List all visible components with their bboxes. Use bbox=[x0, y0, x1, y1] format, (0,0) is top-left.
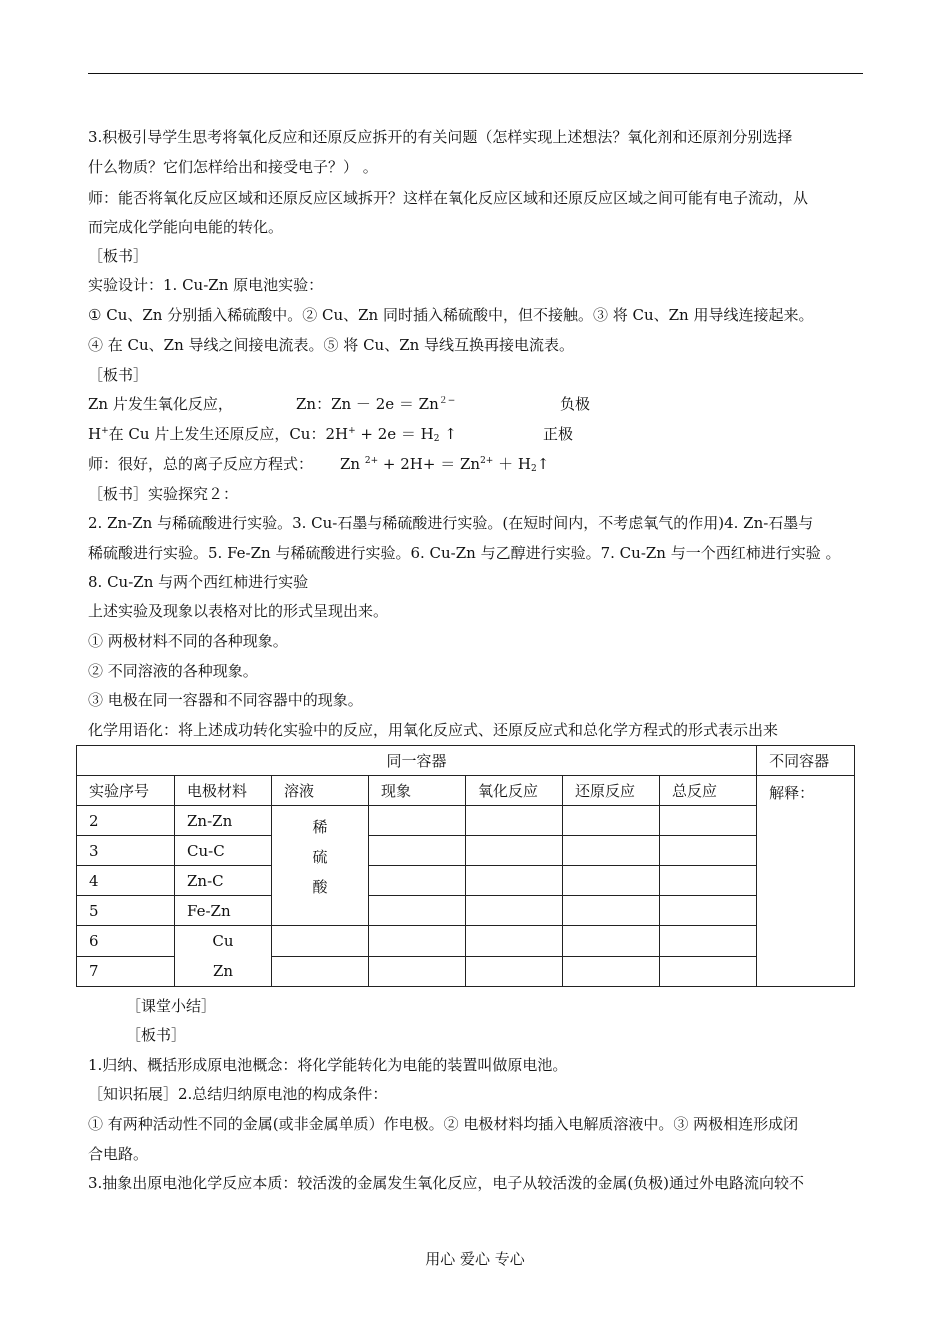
conclusion-3-line1: ① 有两种活动性不同的金属(或非金属单质）作电极。② 电极材料均插入电解质溶液中。③ 两极相连形成闭 bbox=[88, 1115, 799, 1133]
board-note-3: ［板书］实验探究２： bbox=[88, 485, 239, 503]
list-item-2: ② 不同溶液的各种现象。 bbox=[88, 662, 258, 680]
empty-cell bbox=[272, 926, 369, 957]
zn-oxidation-equation: Zn：$Zn - 2e = Zn^{2-}$ bbox=[296, 395, 456, 413]
row-number: 5 bbox=[77, 896, 175, 926]
empty-cell bbox=[466, 956, 563, 987]
empty-cell bbox=[660, 896, 757, 926]
empty-cell bbox=[563, 926, 660, 957]
header-same-container: 同一容器 bbox=[77, 746, 757, 776]
explore-line1: 2. Zn-Zn 与稀硫酸进行实验。3. Cu-石墨与稀硫酸进行实验。(在短时间内，不考虑氧气的作用)4. Zn-石墨与 bbox=[88, 514, 814, 532]
h-reduction-equation: H+在 Cu 片上发生还原反应，Cu：$2H^+ + 2e = H_2$ ↑ bbox=[88, 425, 457, 444]
material-line: Zn bbox=[212, 962, 234, 980]
experiment-design: 实验设计：1. Cu-Zn 原电池实验： bbox=[88, 276, 324, 294]
merged-material-cell bbox=[175, 926, 272, 987]
board-note-2: ［板书］ bbox=[88, 366, 149, 384]
empty-cell bbox=[369, 896, 466, 926]
row-material: Zn-C bbox=[175, 866, 272, 896]
solution-cell bbox=[272, 806, 369, 926]
row-number: 3 bbox=[77, 836, 175, 866]
ionic-equation: Zn $^{2+} + 2H+ = Zn^{2+}$ ＋ $H_2↑$ bbox=[340, 455, 550, 474]
explore-line3: 8. Cu-Zn 与两个西红柿进行实验 bbox=[88, 573, 309, 591]
solution-char: 硫 bbox=[312, 848, 328, 866]
empty-cell bbox=[563, 866, 660, 896]
teacher-question-line1: 师：能否将氧化反应区域和还原反应区域拆开？这样在氧化反应区域和还原反应区域之间可能有电子流动，从 bbox=[88, 189, 809, 207]
board-note-1: ［板书］ bbox=[88, 247, 149, 265]
list-item-3: ③ 电极在同一容器和不同容器中的现象。 bbox=[88, 691, 363, 709]
header-phenomenon: 现象 bbox=[369, 776, 466, 806]
row-material: Cu-C bbox=[175, 836, 272, 866]
explore-line2: 稀硫酸进行实验。5. Fe-Zn 与稀硫酸进行实验。6. Cu-Zn 与乙醇进行实验。7. Cu-Zn 与一个西红柿进行实验 。 bbox=[88, 544, 841, 562]
negative-electrode-label: 负极 bbox=[560, 395, 591, 413]
header-electrode-material: 电极材料 bbox=[175, 776, 272, 806]
solution-char: 稀 bbox=[312, 818, 328, 836]
empty-cell bbox=[466, 866, 563, 896]
empty-cell bbox=[466, 926, 563, 957]
page-footer: 用心 爱心 专心 bbox=[425, 1250, 525, 1268]
class-summary-heading: ［课堂小结］ bbox=[126, 997, 217, 1015]
empty-cell bbox=[466, 896, 563, 926]
row-number: 6 bbox=[77, 926, 175, 957]
row-number: 7 bbox=[77, 956, 175, 987]
empty-cell bbox=[563, 806, 660, 836]
empty-cell bbox=[563, 896, 660, 926]
header-solution: 溶液 bbox=[272, 776, 369, 806]
empty-cell bbox=[563, 956, 660, 987]
header-rule bbox=[88, 73, 863, 74]
material-line: Cu bbox=[212, 932, 234, 950]
steps-line1: ① Cu、Zn 分别插入稀硫酸中。② Cu、Zn 同时插入稀硫酸中，但不接触。③ 将 Cu、Zn 用导线连接起来。 bbox=[88, 306, 814, 324]
zn-oxidation-label: Zn 片发生氧化反应， bbox=[88, 395, 233, 413]
experiment-table bbox=[76, 745, 855, 987]
conclusion-1: 1.归纳、概括形成原电池概念：将化学能转化为电能的装置叫做原电池。 bbox=[88, 1056, 568, 1074]
list-item-1: ① 两极材料不同的各种现象。 bbox=[88, 632, 288, 650]
table-row bbox=[77, 836, 855, 866]
empty-cell bbox=[369, 956, 466, 987]
empty-cell bbox=[660, 956, 757, 987]
header-experiment-number: 实验序号 bbox=[77, 776, 175, 806]
solution-char: 酸 bbox=[312, 878, 328, 896]
header-oxidation: 氧化反应 bbox=[466, 776, 563, 806]
empty-cell bbox=[660, 806, 757, 836]
row-number: 2 bbox=[77, 806, 175, 836]
header-total-reaction: 总反应 bbox=[660, 776, 757, 806]
teacher-question-line2: 而完成化学能向电能的转化。 bbox=[88, 218, 284, 236]
header-reduction: 还原反应 bbox=[563, 776, 660, 806]
empty-cell bbox=[563, 836, 660, 866]
empty-cell bbox=[369, 836, 466, 866]
table-row bbox=[77, 806, 855, 836]
chemical-language-text: 化学用语化：将上述成功转化实验中的反应，用氧化反应式、还原反应式和总化学方程式的形式表示出来 bbox=[88, 721, 779, 739]
empty-cell bbox=[660, 866, 757, 896]
empty-cell bbox=[466, 806, 563, 836]
empty-cell bbox=[272, 956, 369, 987]
conclusion-3-line2: 合电路。 bbox=[88, 1145, 149, 1163]
empty-cell bbox=[369, 806, 466, 836]
empty-cell bbox=[466, 836, 563, 866]
positive-electrode-label: 正极 bbox=[543, 425, 574, 443]
paragraph-3-line1: 3.积极引导学生思考将氧化反应和还原反应拆开的有关问题（怎样实现上述想法？氧化剂和还原剂分别选择 bbox=[88, 128, 793, 146]
empty-cell bbox=[660, 836, 757, 866]
explanation-cell: 解释： bbox=[757, 776, 855, 987]
table-row bbox=[77, 896, 855, 926]
empty-cell bbox=[369, 866, 466, 896]
steps-line2: ④ 在 Cu、Zn 导线之间接电流表。⑤ 将 Cu、Zn 导线互换再接电流表。 bbox=[88, 336, 575, 354]
board-note-4: ［板书］ bbox=[126, 1026, 187, 1044]
row-material: Fe-Zn bbox=[175, 896, 272, 926]
empty-cell bbox=[369, 926, 466, 957]
row-number: 4 bbox=[77, 866, 175, 896]
paragraph-3-line2: 什么物质？它们怎样给出和接受电子？） 。 bbox=[88, 158, 378, 176]
conclusion-4: 3.抽象出原电池化学反应本质：较活泼的金属发生氧化反应，电子从较活泼的金属(负极)通过外电路流向较不 bbox=[88, 1174, 805, 1192]
table-row bbox=[77, 926, 855, 957]
row-material: Zn-Zn bbox=[175, 806, 272, 836]
present-text: 上述实验及现象以表格对比的形式呈现出来。 bbox=[88, 602, 389, 620]
header-different-container: 不同容器 bbox=[757, 746, 855, 776]
conclusion-2: ［知识拓展］2.总结归纳原电池的构成条件： bbox=[88, 1085, 388, 1103]
ionic-equation-label: 师：很好，总的离子反应方程式： bbox=[88, 455, 314, 473]
empty-cell bbox=[660, 926, 757, 957]
table-row bbox=[77, 866, 855, 896]
